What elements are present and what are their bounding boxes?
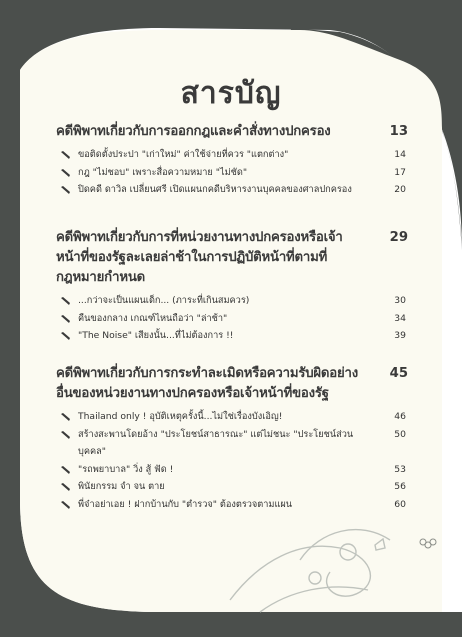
toc-entry-title: ปิดคดี ดาวิล เปลี่ยนศรี เปิดแผนกคดีบริหารงานบุคคลของศาลปกครอง — [78, 184, 352, 195]
section-page-number: 45 — [389, 366, 408, 381]
toc-entry-title: พี่จ๋าอย่าเอย ! ฝากบ้านกับ "ตำรวจ" ต้องตรวจตามแผน — [78, 498, 293, 510]
toc-entry-title: สร้างสะพานโดยอ้าง "ประโยชน์สาธารณะ" แต่ไม่ชนะ "ประโยชน์ส่วนบุคคล" — [78, 428, 354, 457]
pen-bullet-icon — [60, 186, 71, 195]
toc-entry[interactable] — [56, 327, 408, 345]
section-heading — [56, 364, 408, 404]
pen-bullet-icon — [60, 501, 71, 510]
pen-bullet-icon — [60, 297, 71, 306]
section-heading — [56, 122, 408, 142]
section-title[interactable]: คดีพิพาทเกี่ยวกับการออกกฎและคำสั่งทางปกครอง — [56, 124, 331, 139]
toc-entry-title: "รถพยาบาล" วิ่ง สู้ ฟัด ! — [78, 463, 174, 475]
toc-entry[interactable] — [56, 292, 408, 310]
toc-entry[interactable] — [56, 146, 408, 164]
toc-entry-page: 17 — [394, 166, 406, 178]
pen-bullet-icon — [60, 413, 71, 422]
toc-entry[interactable] — [56, 310, 408, 328]
toc-entry[interactable] — [56, 408, 408, 426]
toc-entry-title: "The Noise" เสียงนั้น...ที่ไม่ต้องการ !! — [78, 330, 234, 341]
toc-entry-page: 50 — [394, 428, 406, 440]
toc-entry-title: กฎ "ไม่ชอบ" เพราะสื่อความหมาย "ไม่ชัด" — [78, 166, 248, 178]
toc-entry-page: 56 — [394, 481, 406, 492]
toc-entry[interactable] — [56, 164, 408, 182]
pen-bullet-icon — [60, 466, 71, 475]
toc-entry-title: ...กว่าจะเป็นแผนเด็ก... (ภาระที่เกินสมควร) — [78, 295, 250, 306]
toc-entry-page: 60 — [394, 498, 406, 510]
toc-entry-page: 34 — [394, 312, 406, 324]
pen-bullet-icon — [60, 431, 71, 440]
toc-entry-title: ขอติดตั้งประปา "เก่าใหม่" ค่าใช้จ่ายที่ควร "แตกต่าง" — [78, 149, 289, 160]
toc-section-3 — [56, 364, 408, 513]
section-title[interactable]: คดีพิพาทเกี่ยวกับการกระทำละเมิดหรือความรับผิดอย่างอื่นของหน่วยงานทางปกครองหรือเจ้าหน้าที่ของรัฐ — [56, 366, 358, 401]
toc-entry[interactable] — [56, 426, 408, 461]
toc-entry-page: 39 — [394, 330, 406, 341]
pen-bullet-icon — [60, 169, 71, 178]
section-heading — [56, 228, 408, 288]
toc-entry[interactable] — [56, 478, 408, 496]
toc-entry-page: 53 — [394, 463, 406, 475]
toc-entry-title: คืนของกลาง เกณฑ์ไหนถือว่า "ล่าช้า" — [78, 312, 228, 324]
pen-bullet-icon — [60, 483, 71, 492]
toc-entry-page: 14 — [394, 149, 406, 160]
toc-entry-page: 20 — [394, 184, 406, 195]
section-page-number: 29 — [389, 230, 408, 245]
pen-bullet-icon — [60, 315, 71, 324]
toc-entry-title: Thailand only ! อุบัติเหตุครั้งนี้...ไม่ใช่เรื่องบังเอิญ! — [78, 411, 283, 422]
toc-entry-title: พินัยกรรม จำ จน ตาย — [78, 481, 165, 492]
section-title[interactable]: คดีพิพาทเกี่ยวกับการที่หน่วยงานทางปกครองหรือเจ้าหน้าที่ของรัฐละเลยล่าช้าในการปฏิบัติหน้าที่ตามที่กฎหมายกำหนด — [56, 230, 343, 285]
toc-entry-page: 30 — [394, 295, 406, 306]
section-page-number: 13 — [389, 124, 408, 139]
toc-section-2 — [56, 228, 408, 345]
toc-entry[interactable] — [56, 496, 408, 514]
toc-section-1 — [56, 122, 408, 199]
page-title: สารบัญ — [180, 76, 282, 111]
toc-entry[interactable] — [56, 461, 408, 479]
toc-entry-page: 46 — [394, 411, 406, 422]
pen-bullet-icon — [60, 151, 71, 160]
toc-entry[interactable] — [56, 181, 408, 199]
pen-bullet-icon — [60, 332, 71, 341]
